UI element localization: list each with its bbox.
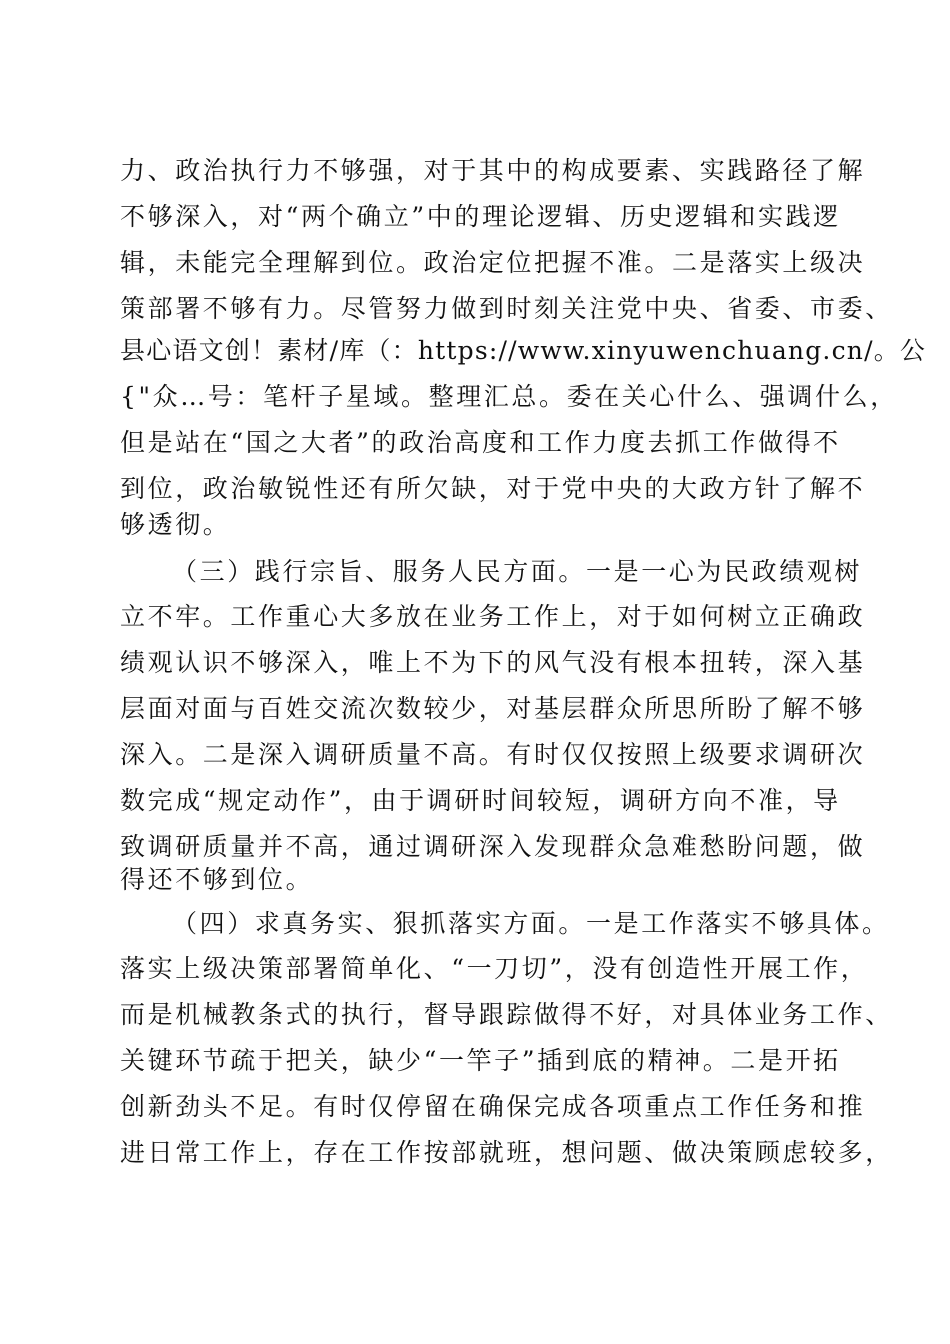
paragraph-line: 绩观认识不够深入，唯上不为下的风气没有根本扭转，深入基	[120, 648, 866, 677]
paragraph-line: 得还不够到位。	[120, 865, 314, 894]
paragraph-line: 落实上级决策部署简单化、“一刀切”，没有创造性开展工作，	[120, 954, 869, 983]
paragraph-line: 辑，未能完全理解到位。政治定位把握不准。二是落实上级决	[120, 248, 866, 277]
paragraph-line-with-link: 县心语文创！素材/库（：https://www.xinyuwenchuang.cn/。公	[120, 336, 927, 365]
paragraph-line: 深入。二是深入调研质量不高。有时仅仅按照上级要求调研次	[120, 740, 866, 769]
paragraph-line: 创新劲头不足。有时仅停留在确保完成各项重点工作任务和推	[120, 1092, 866, 1121]
paragraph-line: 力、政治执行力不够强，对于其中的构成要素、实践路径了解	[120, 156, 866, 185]
section-heading-line: （四）求真务实、狠抓落实方面。一是工作落实不够具体。	[172, 909, 890, 938]
paragraph-line: {"众…号：笔杆子星域。整理汇总。委在关心什么、强调什么，	[120, 382, 898, 411]
paragraph-line: 但是站在“国之大者”的政治高度和工作力度去抓工作做得不	[120, 428, 841, 457]
paragraph-line: 到位，政治敏锐性还有所欠缺，对于党中央的大政方针了解不	[120, 474, 866, 503]
paragraph-line: 层面对面与百姓交流次数较少，对基层群众所思所盼了解不够	[120, 694, 866, 723]
paragraph-line: 关键环节疏于把关，缺少“一竿子”插到底的精神。二是开拓	[120, 1046, 841, 1075]
section-heading-line: （三）践行宗旨、服务人民方面。一是一心为民政绩观树	[172, 557, 863, 586]
paragraph-line: 进日常工作上，存在工作按部就班，想问题、做决策顾虑较多，	[120, 1138, 893, 1167]
paragraph-line: 致调研质量并不高，通过调研深入发现群众急难愁盼问题，做	[120, 832, 866, 861]
paragraph-line: 策部署不够有力。尽管努力做到时刻关注党中央、省委、市委、	[120, 294, 893, 323]
paragraph-line: 而是机械教条式的执行，督导跟踪做得不好，对具体业务工作、	[120, 1000, 893, 1029]
paragraph-line: 够透彻。	[120, 510, 231, 539]
paragraph-line: 数完成“规定动作”，由于调研时间较短，调研方向不准，导	[120, 786, 841, 815]
paragraph-line: 立不牢。工作重心大多放在业务工作上，对于如何树立正确政	[120, 602, 866, 631]
paragraph-line: 不够深入，对“两个确立”中的理论逻辑、历史逻辑和实践逻	[120, 202, 841, 231]
